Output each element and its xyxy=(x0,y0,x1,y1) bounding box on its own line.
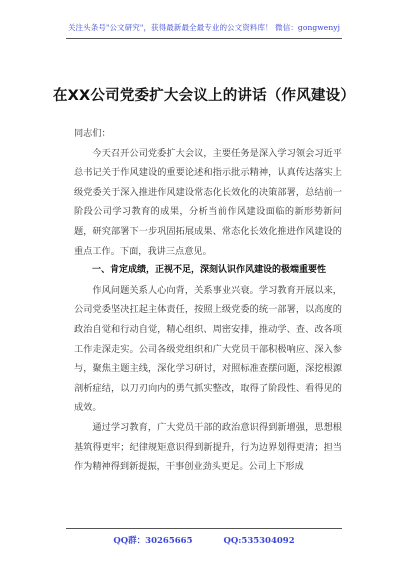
paragraph-achievements: 作风问题关系人心向背，关系事业兴衰。学习教育开展以来，公司党委坚决扛起主体责任，按照上级党委的统一部署，以高度的政治自觉和行动自觉，精心组织、周密安排，推动学、查、改各项工作走深走实。公司各级党组织和广大党员干部积极响应、深入参与，聚焦主题主线，深化学习研讨，对照标准查摆问题，深挖根源剖析症结，以刀刃向内的勇气抓实整改，取得了阶段性、看得见的成效。 xyxy=(74,284,342,414)
header-divider xyxy=(66,38,342,39)
paragraph-intro: 今天召开公司党委扩大会议，主要任务是深入学习领会习近平总书记关于作风建设的重要论述和指示批示精神，认真传达落实上级党委关于深入推进作风建设常态化长效化的决策部署，总结前一阶段公司学习教育的成果，分析当前作风建设面临的新形势新问题，研究部署下一步巩固拓展成果、常态化长效化推进作风建设的重点工作。下面，我讲三点意见。 xyxy=(74,147,342,257)
footer-divider xyxy=(66,528,342,529)
qq-group-number: QQ群：30265665 xyxy=(113,536,193,546)
salutation: 同志们： xyxy=(74,128,111,139)
footer-contacts xyxy=(0,534,408,546)
section-heading-1: 一、肯定成绩，正视不足，深刻认识作风建设的极端重要性 xyxy=(92,265,327,276)
document-title: 在XX公司党委扩大会议上的讲话（作风建设） xyxy=(52,88,356,104)
header-note: 关注头条号"公文研究"，获得最新最全最专业的公文资料库！ 微信：gongwenyj xyxy=(67,23,341,32)
document-body xyxy=(74,124,342,477)
paragraph-results: 通过学习教育，广大党员干部的政治意识得到新增强，思想根基筑得更牢；纪律规矩意识得到新提升，行为边界划得更清；担当作为精神得到新提振，干事创业劲头更足。公司上下形成 xyxy=(74,421,342,473)
qq-number: QQ:535304092 xyxy=(223,536,295,546)
